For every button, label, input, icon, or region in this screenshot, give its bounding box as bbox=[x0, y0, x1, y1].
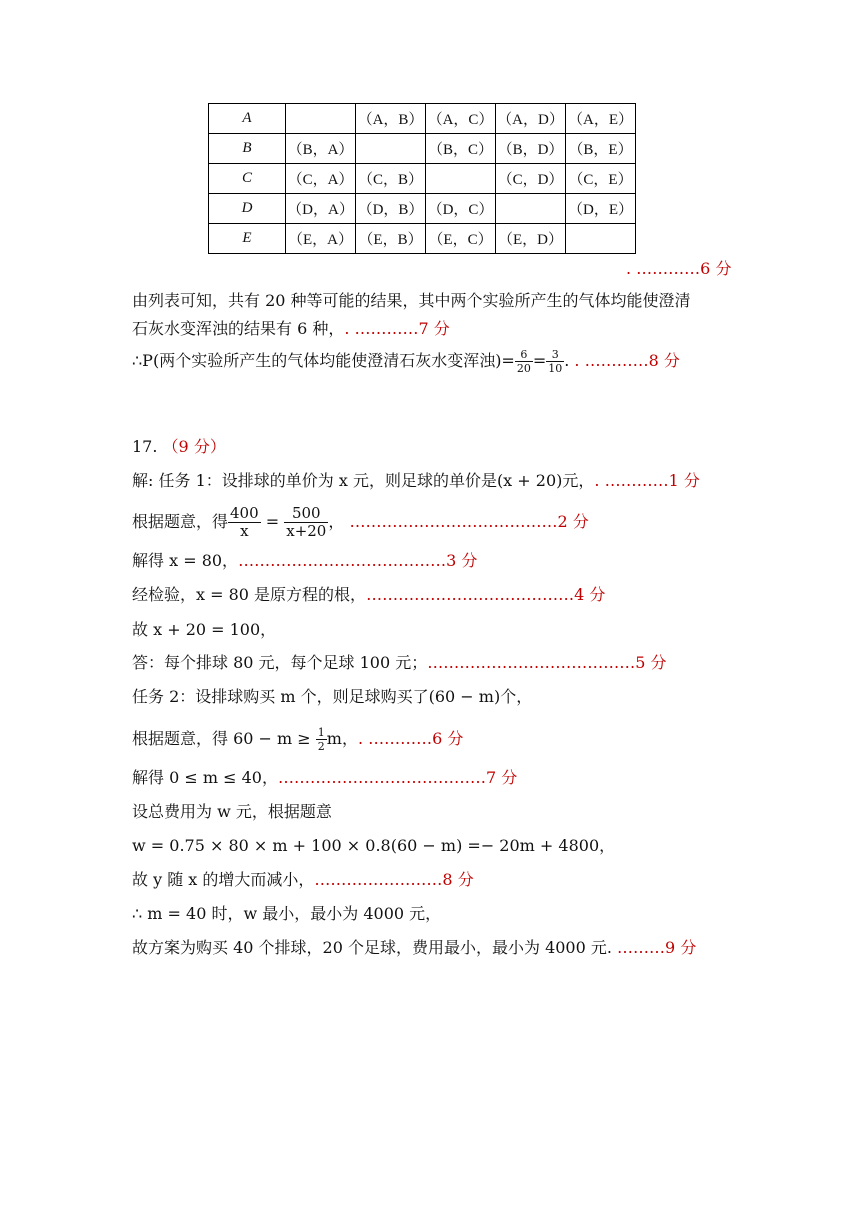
table-cell bbox=[566, 224, 636, 254]
q17-line-4: 经检验，x = 80 是原方程的根，…………………………………4 分 bbox=[132, 585, 606, 604]
fraction-6-20: $\frac{6}{20}$ bbox=[516, 348, 531, 375]
q17-line-12: 故 y 随 x 的增大而减小，……………………8 分 bbox=[132, 870, 474, 889]
q17-line-6: 答：每个排球 80 元，每个足球 100 元；…………………………………5 分 bbox=[132, 653, 667, 672]
q16-line-1: 由列表可知，共有 20 种等可能的结果，其中两个实验所产生的气体均能使澄清 bbox=[132, 291, 691, 310]
q17-line-11: w = 0.75 × 80 × m + 100 × 0.8(60 − m) =− 20m + 4800， bbox=[132, 836, 616, 855]
table-cell: （C，B） bbox=[356, 164, 426, 194]
q17-header: 17. （9 分） bbox=[132, 437, 226, 456]
table-cell: （D，E） bbox=[566, 194, 636, 224]
row-header: D bbox=[209, 194, 286, 224]
table-cell bbox=[286, 104, 356, 134]
table-row bbox=[209, 134, 636, 164]
table-row bbox=[209, 194, 636, 224]
table-cell bbox=[356, 134, 426, 164]
table-cell: （B，D） bbox=[496, 134, 566, 164]
fraction-3-10: $\frac{3}{10}$ bbox=[548, 348, 563, 375]
score-5: …………………………………5 分 bbox=[427, 653, 667, 672]
table-cell: （B，C） bbox=[426, 134, 496, 164]
table-cell: （A，E） bbox=[566, 104, 636, 134]
score-4: …………………………………4 分 bbox=[366, 585, 606, 604]
table-row bbox=[209, 224, 636, 254]
table-cell bbox=[426, 164, 496, 194]
table-cell: （E，D） bbox=[496, 224, 566, 254]
table-cell: （A，C） bbox=[426, 104, 496, 134]
table-cell: （C，D） bbox=[496, 164, 566, 194]
table-cell: （D，A） bbox=[286, 194, 356, 224]
row-header: A bbox=[209, 104, 286, 134]
q17-line-1: 解: 任务 1：设排球的单价为 x 元，则足球的单价是(x + 20)元，. …………1 分 bbox=[132, 471, 700, 490]
score-6b: . …………6 分 bbox=[357, 729, 464, 748]
q16-probability: ∴P(两个实验所产生的气体均能使澄清石灰水变浑浊)= $\frac{6}{20}$ = $\frac{3}{10}$ . . …………8 分 bbox=[132, 348, 680, 375]
table-cell: （D，B） bbox=[356, 194, 426, 224]
table-cell: （E，C） bbox=[426, 224, 496, 254]
table-row bbox=[209, 164, 636, 194]
table-cell: （C，A） bbox=[286, 164, 356, 194]
q17-line-13: ∴ m = 40 时，w 最小，最小为 4000 元， bbox=[132, 904, 442, 923]
q16-line-2: 石灰水变浑浊的结果有 6 种，. …………7 分 bbox=[132, 319, 450, 338]
score-3: …………………………………3 分 bbox=[238, 551, 478, 570]
q17-line-3: 解得 x = 80，…………………………………3 分 bbox=[132, 551, 478, 570]
table-cell bbox=[496, 194, 566, 224]
table-cell: （A，D） bbox=[496, 104, 566, 134]
fraction-1-2: $\frac{1}{2}$ bbox=[317, 726, 325, 753]
row-header: E bbox=[209, 224, 286, 254]
q17-inequality: 根据题意，得 60 − m ≥ $\frac{1}{2}$ m，. …………6 分 bbox=[132, 726, 464, 753]
score-2: …………………………………2 分 bbox=[349, 512, 589, 531]
table-cell: （B，A） bbox=[286, 134, 356, 164]
score-6: . …………6 分 bbox=[626, 259, 732, 278]
fraction-500-x20: $\frac{500}{x+20}$ bbox=[286, 504, 327, 540]
table-cell: （C，E） bbox=[566, 164, 636, 194]
q17-line-10: 设总费用为 w 元，根据题意 bbox=[132, 802, 332, 821]
table-cell: （E，B） bbox=[356, 224, 426, 254]
outcome-table bbox=[208, 103, 636, 254]
score-8: . …………8 分 bbox=[569, 351, 680, 370]
table-cell: （D，C） bbox=[426, 194, 496, 224]
table-cell: （A，B） bbox=[356, 104, 426, 134]
q17-line-9: 解得 0 ≤ m ≤ 40，…………………………………7 分 bbox=[132, 768, 518, 787]
score-1: . …………1 分 bbox=[594, 471, 700, 490]
score-9: ………9 分 bbox=[617, 938, 697, 957]
score-8b: ……………………8 分 bbox=[314, 870, 474, 889]
fraction-400-x: $\frac{400}{x}$ bbox=[230, 504, 259, 540]
q17-line-7: 任务 2：设排球购买 m 个，则足球购买了(60 − m)个， bbox=[132, 687, 533, 706]
score-7: . …………7 分 bbox=[344, 319, 450, 338]
table-row bbox=[209, 104, 636, 134]
row-header: C bbox=[209, 164, 286, 194]
q17-equation: 根据题意，得 $\frac{400}{x}$ = $\frac{500}{x+20}$ ， …………………………………2 分 bbox=[132, 504, 589, 540]
table-cell: （E，A） bbox=[286, 224, 356, 254]
row-header: B bbox=[209, 134, 286, 164]
table-cell: （B，E） bbox=[566, 134, 636, 164]
q17-line-5: 故 x + 20 = 100， bbox=[132, 620, 277, 639]
q17-line-14: 故方案为购买 40 个排球，20 个足球，费用最小，最小为 4000 元. ………9 分 bbox=[132, 938, 697, 957]
score-7b: …………………………………7 分 bbox=[277, 768, 518, 787]
